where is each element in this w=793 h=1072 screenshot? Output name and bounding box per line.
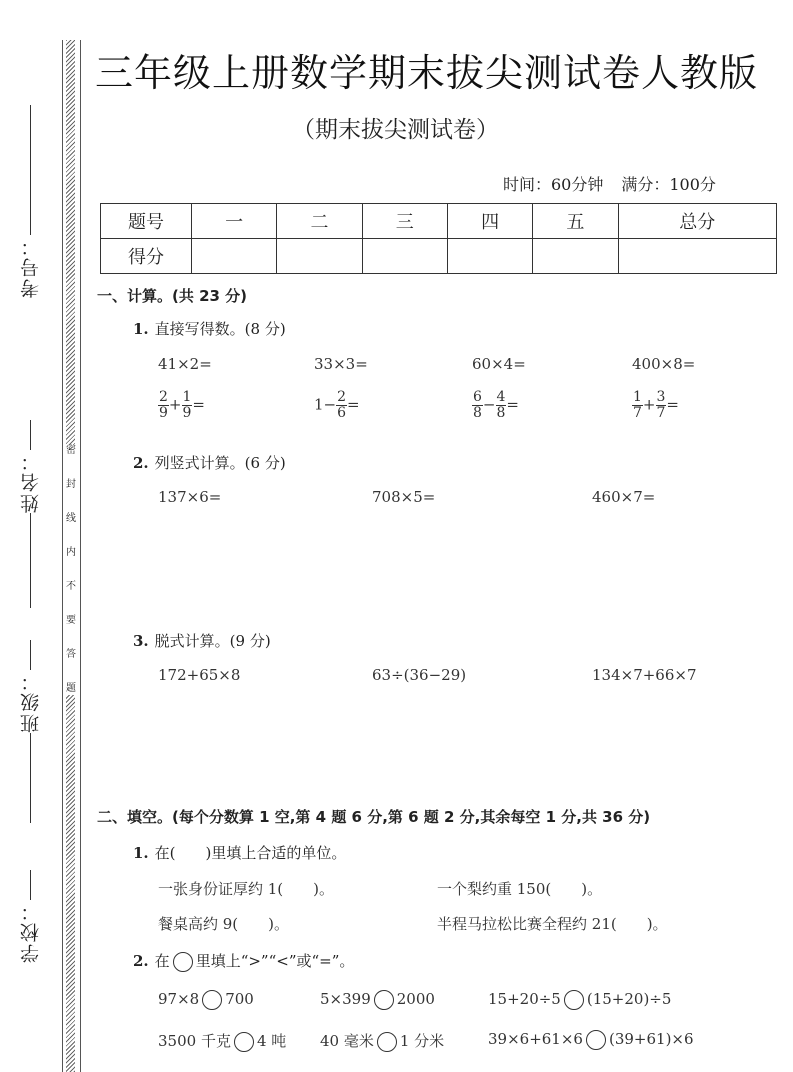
table-cell: 二 [277, 204, 362, 239]
school-line-top [30, 870, 31, 900]
fraction: $\frac{2}{6}$ [337, 389, 347, 421]
question-text: 在 [154, 952, 170, 970]
seal-char: 密 [66, 445, 76, 456]
compare-circle[interactable] [564, 990, 584, 1010]
comparison-item: 97×8 700 [158, 990, 254, 1008]
comparison-item: 39×6+61×6 (39+61)×6 [488, 1030, 694, 1048]
seal-char: 题 [66, 683, 76, 694]
question-1-1 [133, 318, 286, 339]
question-text: 里填上“>”“<”或“=”。 [195, 952, 355, 970]
expression: 460×7= [592, 488, 656, 506]
comparison-item: 15+20÷5 (15+20)÷5 [488, 990, 672, 1008]
score-cell[interactable] [362, 239, 447, 274]
fraction-expression: $\frac{1}{7}$ + $\frac{3}{7}$ = [633, 389, 679, 421]
compare-circle[interactable] [234, 1032, 254, 1052]
fraction-expression: $\frac{2}{9}$ + $\frac{1}{9}$ = [159, 389, 205, 421]
name-line-top [30, 420, 31, 450]
compare-circle[interactable] [377, 1032, 397, 1052]
table-cell: 得分 [101, 239, 192, 274]
fraction: $\frac{3}{7}$ [656, 389, 666, 421]
comparison-item: 3500 千克 4 吨 [158, 1032, 287, 1050]
expression: 63÷(36−29) [372, 666, 467, 684]
expression: 400×8= [632, 355, 696, 373]
page-title: 三年级上册数学期末拔尖测试卷人教版 [95, 51, 759, 95]
score-table [100, 203, 777, 274]
question-number: 3. [133, 632, 149, 650]
fraction-expression: 1− $\frac{2}{6}$ = [314, 389, 360, 421]
table-cell: 总分 [618, 204, 776, 239]
exam-info [503, 172, 734, 195]
fill-blank-item: 餐桌高约 9( )。 [158, 915, 290, 933]
compare-circle[interactable] [586, 1030, 606, 1050]
exam-number-field[interactable] [0, 105, 60, 298]
question-1-2 [133, 452, 286, 473]
binding-rule-left [62, 40, 63, 1072]
expression: 41×2= [158, 355, 212, 373]
expression: 172+65×8 [158, 666, 241, 684]
question-2-1 [133, 842, 346, 863]
fill-blank-item: 一张身份证厚约 1( )。 [158, 880, 335, 898]
compare-circle[interactable] [374, 990, 394, 1010]
compare-circle[interactable] [202, 990, 222, 1010]
fill-blank-item: 一个梨约重 150( )。 [437, 880, 603, 898]
score-cell[interactable] [192, 239, 277, 274]
fraction: $\frac{2}{9}$ [159, 389, 168, 421]
time-limit: 时间：60分钟 [503, 175, 604, 194]
exam-number-line [30, 105, 31, 235]
school-label: 学校： [19, 900, 42, 963]
exam-number-label: 考号： [19, 235, 42, 298]
question-number: 2. [133, 454, 149, 472]
comparison-item: 5×399 2000 [320, 990, 435, 1008]
seal-line-notice [64, 445, 78, 695]
circle-placeholder-icon [173, 952, 193, 972]
question-number: 2. [133, 952, 149, 970]
question-1-3 [133, 630, 271, 651]
question-number: 1. [133, 320, 149, 338]
name-field[interactable] [0, 420, 60, 608]
comparison-item: 40 毫米 1 分米 [320, 1032, 445, 1050]
table-row [101, 204, 777, 239]
fraction: $\frac{6}{8}$ [473, 389, 482, 421]
fraction-expression: $\frac{6}{8}$ − $\frac{4}{8}$ = [473, 389, 519, 421]
expression: 134×7+66×7 [592, 666, 697, 684]
question-text: 列竖式计算。(6 分) [154, 454, 286, 472]
seal-char: 内 [66, 547, 76, 558]
name-line [30, 513, 31, 608]
question-number: 1. [133, 844, 149, 862]
class-field[interactable] [0, 640, 60, 823]
expression: 708×5= [372, 488, 436, 506]
seal-char: 答 [66, 649, 76, 660]
seal-char: 要 [66, 615, 76, 626]
table-cell: 五 [533, 204, 618, 239]
expression: 60×4= [472, 355, 526, 373]
seal-char: 线 [66, 513, 76, 524]
fraction: $\frac{1}{7}$ [633, 389, 642, 421]
full-score: 满分：100分 [621, 175, 716, 194]
expression: 137×6= [158, 488, 222, 506]
name-label: 姓名： [19, 450, 42, 513]
class-line-top [30, 640, 31, 670]
page-subtitle: （期末拔尖测试卷） [292, 117, 499, 143]
table-cell: 一 [192, 204, 277, 239]
table-cell: 题号 [101, 204, 192, 239]
class-label: 班级： [19, 670, 42, 733]
seal-char: 封 [66, 479, 76, 490]
class-line [30, 733, 31, 823]
score-cell[interactable] [618, 239, 776, 274]
table-cell: 四 [447, 204, 532, 239]
section-2-heading: 二、填空。(每个分数算 1 空,第 4 题 6 分,第 6 题 2 分,其余每空 1 分,共 36 分) [97, 808, 651, 826]
question-text: 直接写得数。(8 分) [154, 320, 286, 338]
question-text: 脱式计算。(9 分) [154, 632, 271, 650]
fraction: $\frac{1}{9}$ [182, 389, 192, 421]
expression: 33×3= [314, 355, 368, 373]
question-2-2 [133, 950, 354, 972]
school-field[interactable] [0, 870, 60, 963]
score-cell[interactable] [447, 239, 532, 274]
question-text: 在( )里填上合适的单位。 [154, 844, 347, 862]
table-cell: 三 [362, 204, 447, 239]
binding-rule-right [80, 40, 81, 1072]
fill-blank-item: 半程马拉松比赛全程约 21( )。 [437, 915, 668, 933]
score-cell[interactable] [277, 239, 362, 274]
table-row [101, 239, 777, 274]
score-cell[interactable] [533, 239, 618, 274]
seal-char: 不 [66, 581, 76, 592]
fraction: $\frac{4}{8}$ [496, 389, 506, 421]
section-1-heading: 一、计算。(共 23 分) [97, 287, 248, 305]
